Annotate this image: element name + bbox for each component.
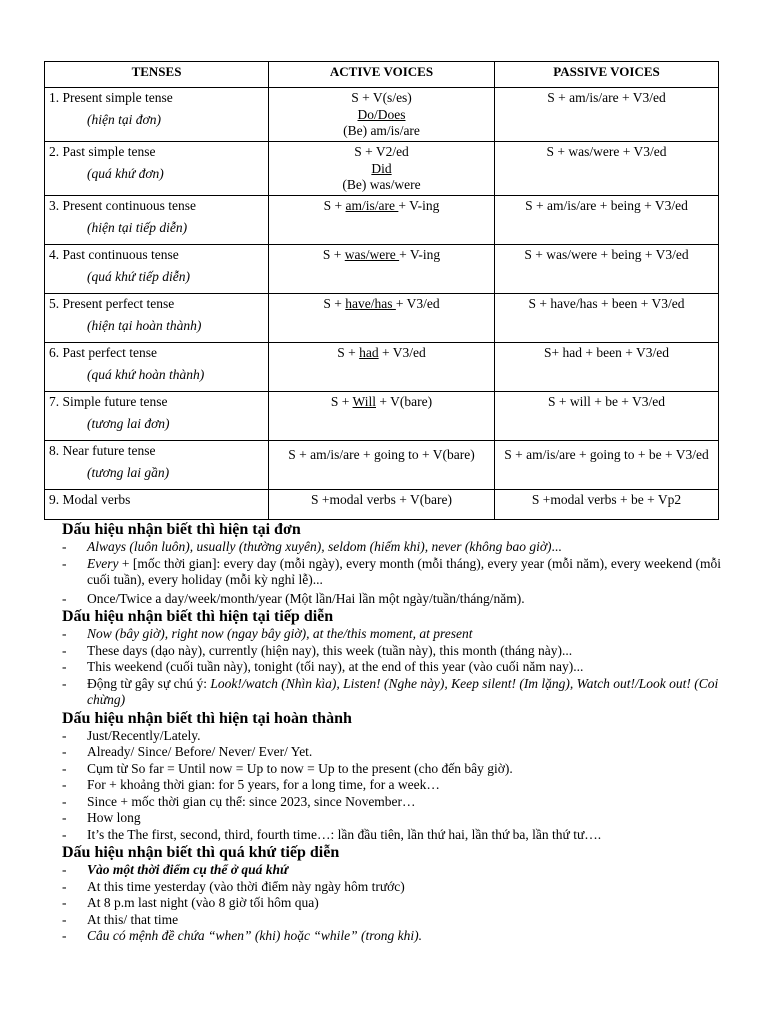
list-item [62,928,722,945]
item-text: + [mốc thời gian]: every day (mỗi ngày), every month (mỗi tháng), every year (mỗi năm), every weekend (mỗi cuối tuần), every holiday (mỗi kỳ nghỉ lễ)... [87,555,722,587]
tense-vietnamese: (quá khứ tiếp diễn) [87,268,190,284]
list-item [62,912,722,929]
item-text: Already/ Since/ Before/ Never/ Ever/ Yet. [87,744,313,759]
active-auxiliary: Did [371,160,392,176]
active-formula: S + V2/ed [354,144,409,159]
section-list [62,626,722,709]
active-subject: S + [337,345,360,360]
tense-name: 1. Present simple tense [49,90,173,105]
header-tenses: TENSES [45,62,269,88]
active-cell: S +modal verbs + V(bare) [269,490,495,520]
active-cell [269,142,495,196]
list-item [62,539,722,556]
tense-cell [45,441,269,490]
list-item [62,744,722,761]
passive-cell: S + was/were + V3/ed [495,142,719,196]
item-italic: Always (luôn luôn), usually (thường xuyên), seldom (hiếm khi), never (không bao giờ) [87,539,552,554]
list-item [62,659,722,676]
passive-cell: S + was/were + being + V3/ed [495,245,719,294]
list-item [62,591,722,608]
active-subject: S + [323,198,346,213]
passive-cell: S + have/has + been + V3/ed [495,294,719,343]
table-row [45,392,719,441]
item-italic: Every [87,555,119,571]
passive-cell [495,441,719,490]
item-text: For + khoảng thời gian: for 5 years, for a long time, for a week… [87,777,440,792]
active-verb: + V-ing [398,198,440,213]
item-text: Động từ gây sự chú ý: [87,675,211,691]
passive-cell: S + am/is/are + being + V3/ed [495,196,719,245]
list-item [62,761,722,778]
section-title: Dấu hiệu nhận biết thì hiện tại hoàn thành [62,709,352,727]
tense-cell [45,88,269,142]
item-text: These days (dạo này), currently (hiện nay), this week (tuần này), this month (tháng này)... [87,642,573,658]
item-text: At 8 p.m last night (vào 8 giờ tối hôm qua) [87,895,319,910]
active-formula: S + am/is/are + going to + V(bare) [288,447,475,462]
active-verb: + V-ing [399,247,441,262]
tense-vietnamese: (tương lai gần) [87,464,170,480]
tense-vietnamese: (tương lai đơn) [87,415,170,431]
tense-cell [45,294,269,343]
tense-name: 6. Past perfect tense [49,345,157,360]
list-item [62,643,722,660]
item-italic: Look!/watch (Nhìn kìa), Listen! (Nghe này), Keep silent! (Im lặng), Watch out!/Look out! (Coi chừng) [87,675,719,707]
active-auxiliary: Do/Does [357,106,406,122]
tense-cell [45,142,269,196]
item-text: This weekend (cuối tuần này), tonight (tối nay), at the end of this year (vào cuối năm nay)... [87,659,584,674]
section-list [62,728,722,844]
active-cell [269,441,495,490]
header-passive-voices: PASSIVE VOICES [495,62,719,88]
tense-name: 9. Modal verbs [49,492,131,507]
tense-cell [45,490,269,520]
passive-cell: S + am/is/are + V3/ed [495,88,719,142]
active-auxiliary: have/has [345,296,396,311]
table-row [45,142,719,196]
active-subject: S + [330,394,353,409]
active-formula: S + V(s/es) [351,90,412,105]
passive-cell: S +modal verbs + be + Vp2 [495,490,719,520]
list-item [62,777,722,794]
tense-vietnamese: (hiện tại hoàn thành) [87,317,202,333]
item-text: It’s the The first, second, third, fourth time…: lần đầu tiên, lần thứ hai, lần thứ ba, lần thứ tư…. [87,826,602,842]
tense-vietnamese: (quá khứ hoàn thành) [87,366,205,382]
list-item [62,827,722,844]
tense-name: 2. Past simple tense [49,144,156,159]
table-row [45,294,719,343]
section-title: Dấu hiệu nhận biết thì hiện tại đơn [62,521,301,538]
section-list [62,539,722,607]
item-text: Since + mốc thời gian cụ thể: since 2023, since November… [87,793,416,809]
active-auxiliary: had [359,345,379,360]
active-subject: S + [323,296,346,311]
item-italic: Câu có mệnh đề chứa “when” (khi) hoặc “while” (trong khi). [87,928,422,943]
item-text: At this/ that time [87,911,179,927]
active-verb: + V3/ed [378,345,426,360]
active-auxiliary: was/were [344,247,400,262]
active-be-form: (Be) was/were [342,177,421,192]
item-text: Just/Recently/Lately. [87,727,201,743]
list-item [62,879,722,896]
list-item [62,676,722,709]
table-row [45,343,719,392]
active-auxiliary: Will [352,394,376,409]
section-title: Dấu hiệu nhận biết thì hiện tại tiếp diễn [62,608,334,625]
active-cell [269,245,495,294]
table-header-row [45,62,719,88]
tense-name: 4. Past continuous tense [49,247,179,262]
table-row [45,245,719,294]
item-text: How long [87,810,141,825]
active-auxiliary: am/is/are [345,198,399,213]
tense-vietnamese: (hiện tại đơn) [87,111,161,127]
header-active-voices: ACTIVE VOICES [269,62,495,88]
section-list [62,862,722,945]
table-row [45,88,719,142]
table-row [45,490,719,520]
list-item [62,810,722,827]
active-verb: + V(bare) [376,394,433,409]
passive-cell: S+ had + been + V3/ed [495,343,719,392]
passive-cell: S + will + be + V3/ed [495,392,719,441]
tense-name: 8. Near future tense [49,443,156,458]
tense-vietnamese: (quá khứ đơn) [87,165,164,181]
item-bold-italic: Vào một thời điểm cụ thể ở quá khứ [87,862,289,877]
passive-formula: S + am/is/are + going to + be + V3/ed [504,447,709,462]
tense-name: 5. Present perfect tense [49,296,175,311]
list-item [62,556,722,589]
active-cell [269,392,495,441]
item-text: Once/Twice a day/week/month/year (Một lần/Hai lần một ngày/tuần/tháng/năm). [87,590,525,606]
list-item [62,728,722,745]
tense-cell [45,245,269,294]
tense-signals-sections [62,520,722,945]
active-cell [269,88,495,142]
tense-name: 3. Present continuous tense [49,198,196,213]
item-text: ... [551,539,562,554]
table-row [45,196,719,245]
active-verb: + V3/ed [395,296,440,311]
list-item [62,794,722,811]
item-italic: Now (bây giờ), right now (ngay bây giờ), at the/this moment, at present [87,626,473,641]
tense-vietnamese: (hiện tại tiếp diễn) [87,219,188,235]
active-cell [269,294,495,343]
tense-name: 7. Simple future tense [49,394,168,409]
tense-cell [45,392,269,441]
section-title: Dấu hiệu nhận biết thì quá khứ tiếp diễn [62,844,340,861]
table-row [45,441,719,490]
tenses-table [44,61,719,520]
active-cell [269,196,495,245]
active-be-form: (Be) am/is/are [343,123,420,138]
list-item [62,862,722,879]
item-text: Cụm từ So far = Until now = Up to now = Up to the present (cho đến bây giờ). [87,760,513,776]
active-subject: S + [322,247,345,262]
list-item [62,626,722,643]
tense-cell [45,343,269,392]
item-text: At this time yesterday (vào thời điểm này ngày hôm trước) [87,878,405,894]
active-cell [269,343,495,392]
tense-cell [45,196,269,245]
list-item [62,895,722,912]
